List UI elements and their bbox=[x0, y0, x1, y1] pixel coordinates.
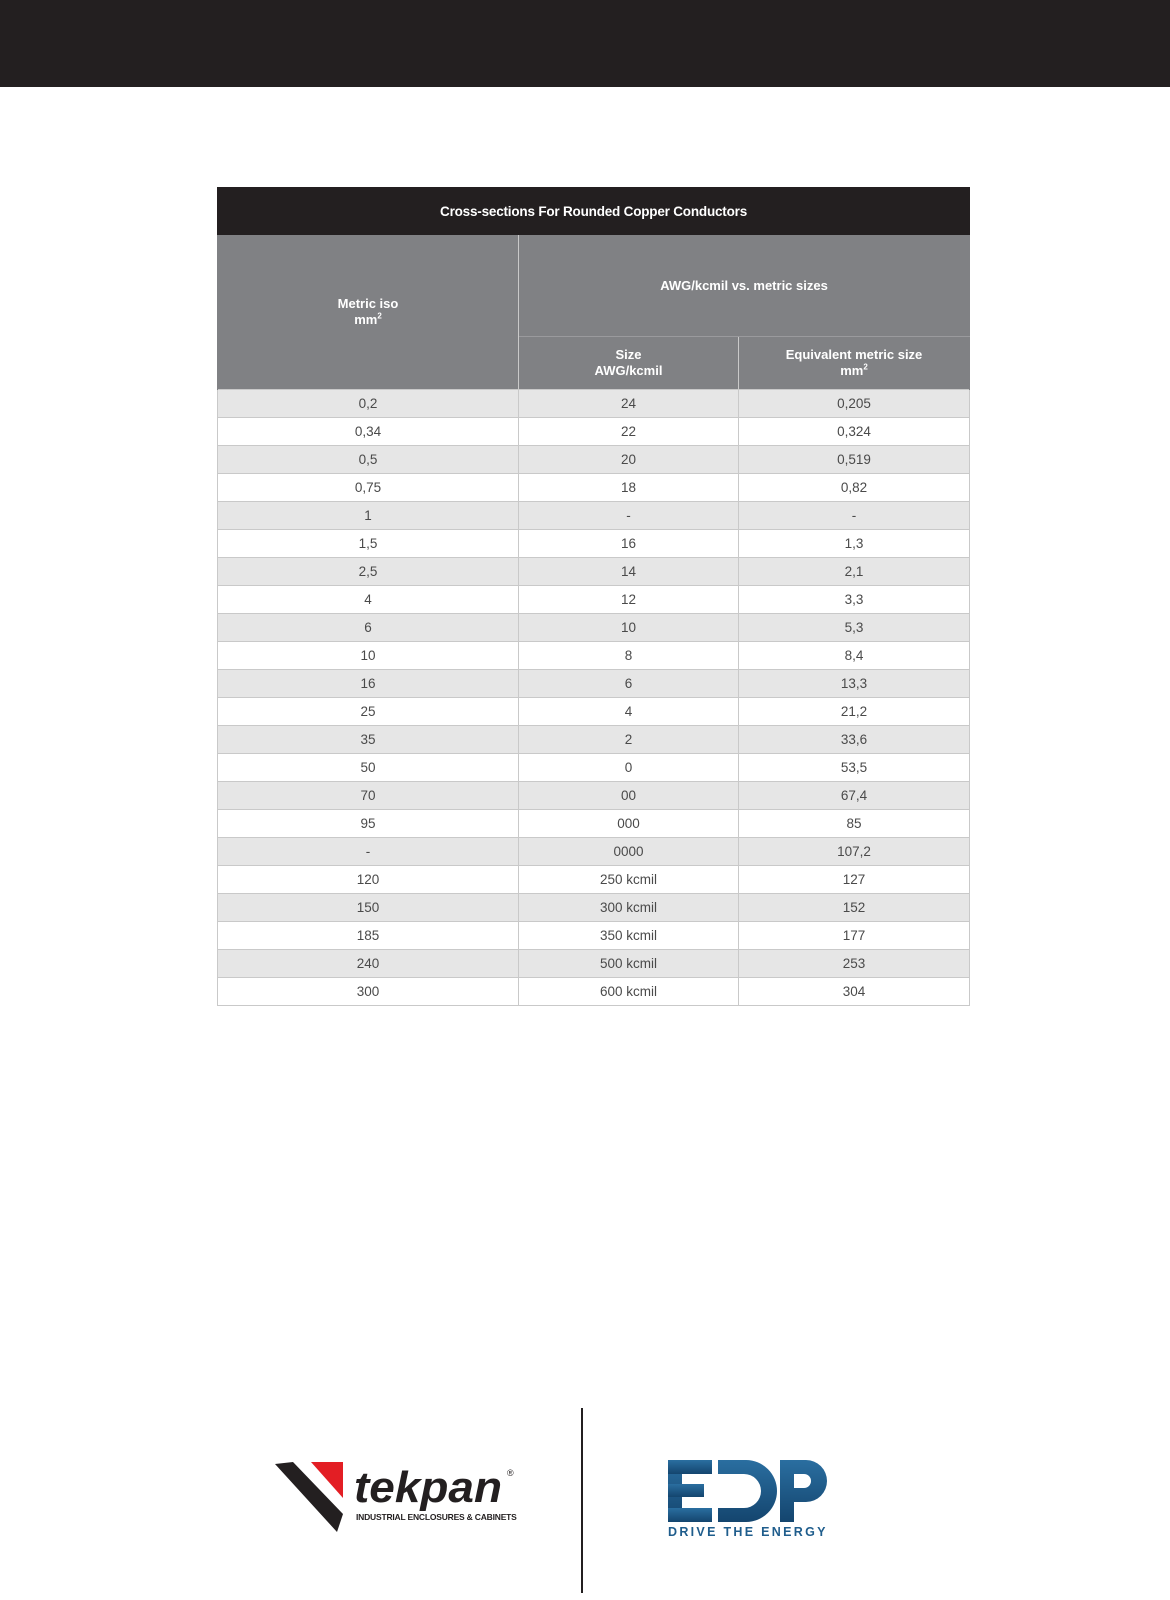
table-row bbox=[218, 922, 970, 950]
equivalent-metric-cell: 304 bbox=[739, 978, 970, 1006]
table-row bbox=[218, 950, 970, 978]
table-row bbox=[218, 978, 970, 1006]
equivalent-metric-cell: 107,2 bbox=[739, 838, 970, 866]
equivalent-metric-cell: 0,519 bbox=[739, 446, 970, 474]
awg-size-cell: 500 kcmil bbox=[519, 950, 739, 978]
table-row bbox=[218, 418, 970, 446]
awg-size-cell: 300 kcmil bbox=[519, 894, 739, 922]
tekpan-wordmark: tekpan bbox=[354, 1463, 502, 1512]
equivalent-metric-cell: 8,4 bbox=[739, 642, 970, 670]
equivalent-metric-cell: 1,3 bbox=[739, 530, 970, 558]
metric-cell: - bbox=[218, 838, 519, 866]
metric-cell: 16 bbox=[218, 670, 519, 698]
equiv-unit-text: mm bbox=[840, 363, 864, 378]
table-row bbox=[218, 474, 970, 502]
equivalent-metric-cell: 13,3 bbox=[739, 670, 970, 698]
awg-size-cell: 12 bbox=[519, 586, 739, 614]
awg-size-cell: 16 bbox=[519, 530, 739, 558]
metric-cell: 1,5 bbox=[218, 530, 519, 558]
table-row bbox=[218, 754, 970, 782]
metric-unit-sup: 2 bbox=[377, 311, 382, 321]
awg-size-cell: 350 kcmil bbox=[519, 922, 739, 950]
equivalent-metric-cell: - bbox=[739, 502, 970, 530]
equivalent-metric-cell: 21,2 bbox=[739, 698, 970, 726]
metric-cell: 0,75 bbox=[218, 474, 519, 502]
table-row bbox=[218, 726, 970, 754]
top-bar bbox=[0, 0, 1170, 87]
equivalent-metric-cell: 3,3 bbox=[739, 586, 970, 614]
table-row bbox=[218, 390, 970, 418]
table-row bbox=[218, 530, 970, 558]
equivalent-metric-header bbox=[739, 337, 970, 390]
metric-cell: 95 bbox=[218, 810, 519, 838]
metric-cell: 300 bbox=[218, 978, 519, 1006]
metric-header-label: Metric iso bbox=[337, 296, 399, 311]
cross-section-table bbox=[217, 187, 970, 1006]
equivalent-metric-cell: 127 bbox=[739, 866, 970, 894]
equivalent-metric-cell: 152 bbox=[739, 894, 970, 922]
metric-cell: 2,5 bbox=[218, 558, 519, 586]
tekpan-registered-mark: ® bbox=[507, 1468, 514, 1478]
equivalent-metric-cell: 33,6 bbox=[739, 726, 970, 754]
tekpan-tagline: INDUSTRIAL ENCLOSURES & CABINETS bbox=[356, 1512, 517, 1522]
awg-group-header: AWG/kcmil vs. metric sizes bbox=[519, 235, 970, 337]
equiv-header-label: Equivalent metric size bbox=[785, 347, 923, 362]
awg-size-cell: 600 kcmil bbox=[519, 978, 739, 1006]
table-row bbox=[218, 698, 970, 726]
metric-cell: 0,5 bbox=[218, 446, 519, 474]
equiv-unit-sup: 2 bbox=[863, 362, 868, 372]
awg-size-cell: 00 bbox=[519, 782, 739, 810]
metric-cell: 10 bbox=[218, 642, 519, 670]
table-title: Cross-sections For Rounded Copper Conductors bbox=[218, 188, 970, 235]
metric-unit-text: mm bbox=[354, 312, 378, 327]
awg-size-cell: 2 bbox=[519, 726, 739, 754]
metric-cell: 35 bbox=[218, 726, 519, 754]
awg-size-cell: 0 bbox=[519, 754, 739, 782]
metric-cell: 6 bbox=[218, 614, 519, 642]
edp-e-letter bbox=[668, 1460, 712, 1522]
equivalent-metric-cell: 0,324 bbox=[739, 418, 970, 446]
metric-cell: 240 bbox=[218, 950, 519, 978]
table-row bbox=[218, 642, 970, 670]
edp-logo bbox=[668, 1460, 828, 1522]
metric-cell: 185 bbox=[218, 922, 519, 950]
awg-size-cell: 4 bbox=[519, 698, 739, 726]
footer-divider bbox=[581, 1408, 583, 1593]
equivalent-metric-cell: 0,205 bbox=[739, 390, 970, 418]
equiv-header-unit bbox=[740, 363, 968, 379]
awg-size-cell: 250 kcmil bbox=[519, 866, 739, 894]
awg-size-cell: 14 bbox=[519, 558, 739, 586]
equivalent-metric-cell: 53,5 bbox=[739, 754, 970, 782]
size-header-unit: AWG/kcmil bbox=[594, 363, 663, 378]
awg-size-cell: 18 bbox=[519, 474, 739, 502]
table-row bbox=[218, 502, 970, 530]
table-row bbox=[218, 866, 970, 894]
awg-size-cell: 22 bbox=[519, 418, 739, 446]
metric-cell: 4 bbox=[218, 586, 519, 614]
edp-p-letter bbox=[780, 1460, 827, 1522]
table-row bbox=[218, 782, 970, 810]
awg-size-cell: 8 bbox=[519, 642, 739, 670]
metric-cell: 1 bbox=[218, 502, 519, 530]
awg-size-cell: 10 bbox=[519, 614, 739, 642]
table-row bbox=[218, 586, 970, 614]
edp-tagline: DRIVE THE ENERGY bbox=[668, 1525, 828, 1539]
equivalent-metric-cell: 0,82 bbox=[739, 474, 970, 502]
metric-cell: 70 bbox=[218, 782, 519, 810]
awg-size-cell: - bbox=[519, 502, 739, 530]
table-row bbox=[218, 446, 970, 474]
equivalent-metric-cell: 67,4 bbox=[739, 782, 970, 810]
table-body bbox=[218, 390, 970, 1006]
size-header-label: Size bbox=[615, 347, 642, 362]
metric-cell: 25 bbox=[218, 698, 519, 726]
equivalent-metric-cell: 2,1 bbox=[739, 558, 970, 586]
edp-d-letter bbox=[718, 1460, 777, 1522]
metric-header-unit bbox=[219, 312, 517, 328]
table-row bbox=[218, 838, 970, 866]
equivalent-metric-cell: 85 bbox=[739, 810, 970, 838]
metric-cell: 0,2 bbox=[218, 390, 519, 418]
equivalent-metric-cell: 253 bbox=[739, 950, 970, 978]
awg-size-cell: 24 bbox=[519, 390, 739, 418]
equivalent-metric-cell: 5,3 bbox=[739, 614, 970, 642]
table-row bbox=[218, 894, 970, 922]
table-row bbox=[218, 614, 970, 642]
table-row bbox=[218, 670, 970, 698]
metric-cell: 150 bbox=[218, 894, 519, 922]
awg-size-cell: 20 bbox=[519, 446, 739, 474]
metric-cell: 0,34 bbox=[218, 418, 519, 446]
metric-cell: 50 bbox=[218, 754, 519, 782]
awg-size-cell: 6 bbox=[519, 670, 739, 698]
awg-size-cell: 0000 bbox=[519, 838, 739, 866]
table-row bbox=[218, 810, 970, 838]
metric-cell: 120 bbox=[218, 866, 519, 894]
tekpan-logo bbox=[275, 1462, 525, 1537]
metric-iso-header bbox=[218, 235, 519, 390]
equivalent-metric-cell: 177 bbox=[739, 922, 970, 950]
table-row bbox=[218, 558, 970, 586]
size-awg-header bbox=[519, 337, 739, 390]
awg-size-cell: 000 bbox=[519, 810, 739, 838]
